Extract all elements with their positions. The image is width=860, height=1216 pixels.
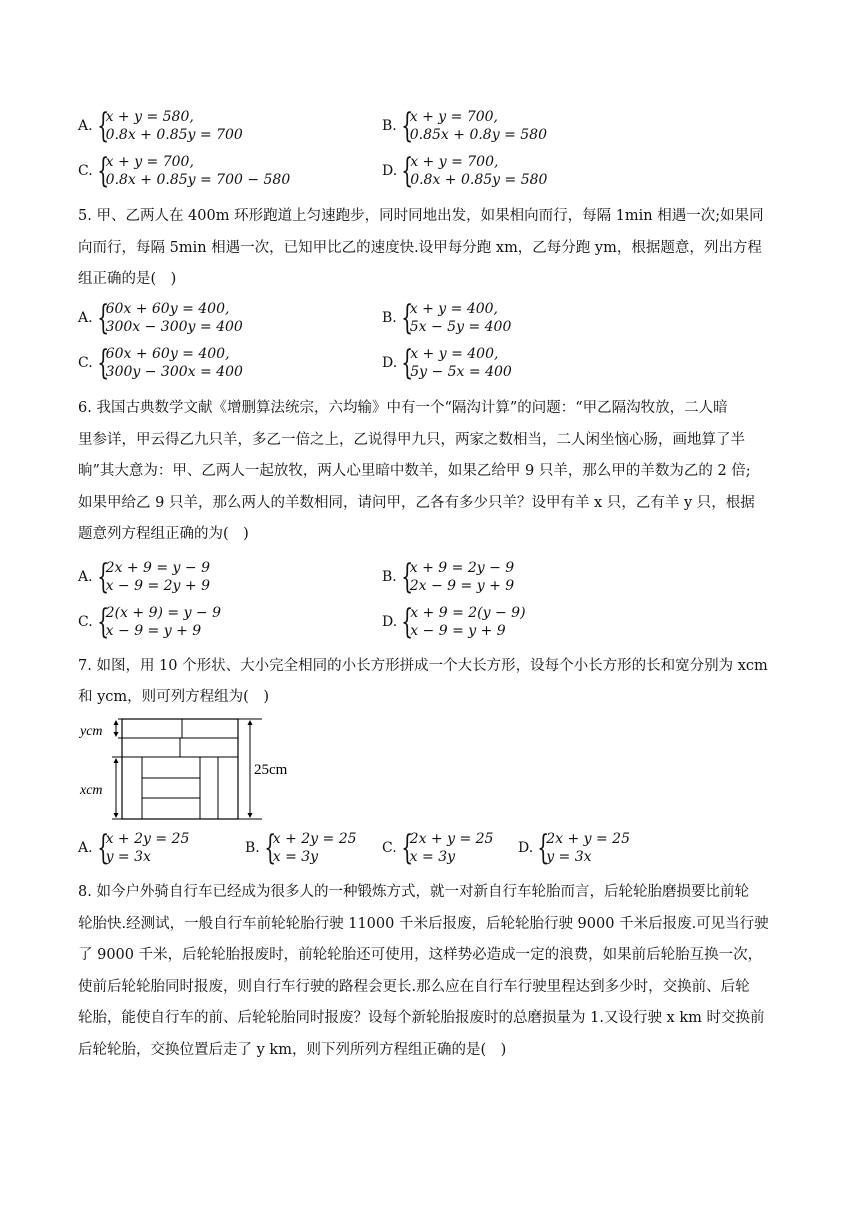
equation-2: x − 9 = y + 9 (410, 623, 506, 639)
equation-2: 0.85x + 0.8y = 580 (409, 127, 547, 143)
arrowhead (248, 813, 253, 818)
equation-2: x = 3y (409, 849, 456, 865)
q7-option-a[interactable] (78, 830, 189, 866)
equation-system (546, 830, 630, 866)
equation-1: x + y = 700, (409, 109, 498, 125)
q7-text-line: 7. 如图，用 10 个形状、大小完全相同的小长方形拼成一个大长方形，设每个小长方形的长和宽分别为 xcm (78, 658, 768, 674)
equation-1: 2x + y = 25 (409, 831, 494, 847)
equation-system (106, 300, 243, 336)
brace: { (96, 151, 109, 191)
brace: { (96, 106, 109, 146)
equation-2: x − 9 = 2y + 9 (105, 578, 210, 594)
brace: { (96, 602, 109, 642)
option-label: C. (78, 163, 93, 179)
equation-1: x + 2y = 25 (105, 831, 190, 847)
option-label: B. (382, 569, 397, 585)
option-label: A. (78, 840, 93, 856)
brace: { (96, 828, 109, 868)
option-label: D. (382, 355, 398, 371)
option-label: C. (78, 355, 93, 371)
equation-system (106, 604, 221, 640)
option-label: B. (382, 310, 397, 326)
equation-system (410, 830, 494, 866)
option-label: B. (245, 840, 260, 856)
equation-1: 2x + y = 25 (546, 831, 630, 847)
y-label: ycm (80, 724, 103, 739)
equation-1: x + y = 400, (409, 301, 498, 317)
arrowhead (114, 732, 119, 737)
brace: { (264, 828, 276, 868)
equation-2: x − 9 = y + 9 (105, 623, 202, 639)
equation-system (106, 830, 190, 866)
equation-system (410, 559, 514, 595)
option-label: D. (518, 840, 534, 856)
q4-option-a[interactable] (78, 108, 243, 144)
equation-1: x + y = 700, (105, 154, 194, 170)
equation-2: x = 3y (272, 849, 319, 865)
equation-system (410, 108, 547, 144)
height-label: 25cm (254, 762, 288, 778)
q6-text-line: 如果甲给乙 9 只羊，那么两人的羊数相同，请问甲，乙各有多少只羊？设甲有羊 x 只，乙有羊 y 只，根据 (78, 495, 755, 511)
option-label: B. (382, 118, 397, 134)
arrowhead (114, 813, 119, 818)
equation-2: 0.8x + 0.85y = 700 (105, 127, 243, 143)
q7-text-line: 和 ycm，则可列方程组为( ) (78, 689, 269, 705)
brace: { (96, 298, 109, 338)
option-label: D. (382, 163, 398, 179)
q6-option-d[interactable] (382, 604, 526, 640)
q4-option-d[interactable] (382, 153, 547, 189)
q4-option-c[interactable] (78, 153, 290, 189)
q8-text-line: 后轮轮胎，交换位置后走了 y km，则下列所列方程组正确的是( ) (78, 1042, 507, 1058)
rectangle-figure (78, 716, 298, 824)
q5-text-line: 组正确的是( ) (78, 271, 177, 287)
equation-1: x + y = 700, (410, 154, 499, 170)
option-label: A. (78, 310, 93, 326)
q7-option-b[interactable] (245, 830, 357, 866)
q6-option-a[interactable] (78, 559, 210, 595)
q6-text-line: 里参详，甲云得乙九只羊，多乙一倍之上，乙说得甲九只，两家之数相当，二人闲坐恼心肠，画地算了半 (78, 432, 745, 448)
brace: { (96, 343, 109, 383)
q5-text-line: 向而行，每隔 5min 相遇一次，已知甲比乙的速度快.设甲每分跑 xm，乙每分跑 ym，根据题意，列出方程 (78, 240, 762, 256)
brace: { (401, 106, 413, 146)
brace: { (96, 557, 109, 597)
q8-text-line: 了 9000 千米，后轮轮胎报废时，前轮轮胎还可使用，这样势必造成一定的浪费，如果前后轮胎互换一次， (78, 947, 763, 963)
arrowhead (114, 720, 119, 725)
equation-1: x + 9 = 2y − 9 (409, 560, 515, 576)
brace: { (400, 828, 413, 868)
equation-2: 5y − 5x = 400 (410, 364, 512, 380)
equation-2: y = 3x (546, 849, 592, 865)
option-label: C. (382, 840, 397, 856)
q6-option-b[interactable] (382, 559, 514, 595)
option-label: D. (382, 614, 398, 630)
arrowhead (248, 720, 253, 725)
option-label: C. (78, 614, 93, 630)
equation-system (273, 830, 357, 866)
equation-1: x + 2y = 25 (272, 831, 357, 847)
q6-text-line: 6. 我国古典数学文献《增删算法统宗，六均输》中有一个“隔沟计算”的问题：“甲乙隔沟牧放，二人暗 (78, 400, 728, 416)
brace: { (537, 828, 550, 868)
equation-2: 5x − 5y = 400 (409, 319, 512, 335)
equation-system (106, 345, 243, 381)
q8-text-line: 8. 如今户外骑自行车已经成为很多人的一种锻炼方式，就一对新自行车轮胎而言，后轮轮胎磨损要比前轮 (78, 884, 749, 900)
q8-text-line: 使前后轮轮胎同时报废，则自行车行驶的路程会更长.那么应在自行车行驶里程达到多少时，交换前、后轮 (78, 979, 750, 995)
equation-1: 60x + 60y = 400, (105, 301, 230, 317)
equation-1: 2(x + 9) = y − 9 (105, 605, 222, 621)
q6-text-line: 晌”其大意为：甲、乙两人一起放牧，两人心里暗中数羊，如果乙给甲 9 只羊，那么甲的羊数为乙的 2 倍; (78, 463, 751, 479)
equation-1: x + 9 = 2(y − 9) (410, 605, 526, 621)
equation-system (410, 300, 512, 336)
brace: { (401, 602, 414, 642)
q6-option-c[interactable] (78, 604, 221, 640)
q7-option-d[interactable] (518, 830, 630, 866)
equation-system (106, 108, 243, 144)
equation-system (410, 345, 512, 381)
q6-text-line: 题意列方程组正确的为( ) (78, 526, 249, 542)
arrowhead (114, 758, 119, 763)
option-label: A. (78, 569, 93, 585)
equation-2: 300y − 300x = 400 (105, 364, 243, 380)
equation-system (410, 153, 547, 189)
equation-2: 2x − 9 = y + 9 (409, 578, 515, 594)
q5-option-d[interactable] (382, 345, 512, 381)
equation-1: 2x + 9 = y − 9 (105, 560, 210, 576)
q5-option-a[interactable] (78, 300, 243, 336)
equation-2: 300x − 300y = 400 (105, 319, 243, 335)
equation-system (106, 559, 210, 595)
equation-1: 60x + 60y = 400, (105, 346, 230, 362)
q5-option-b[interactable] (382, 300, 511, 336)
q4-option-b[interactable] (382, 108, 547, 144)
brace: { (401, 298, 413, 338)
q5-text-line: 5. 甲、乙两人在 400m 环形跑道上匀速跑步，同时同地出发，如果相向而行，每隔 1min 相遇一次;如果同 (78, 208, 764, 224)
q8-text-line: 轮胎，能使自行车的前、后轮轮胎同时报废？设每个新轮胎报废时的总磨损量为 1.又设行驶 x km 时交换前 (78, 1010, 765, 1026)
big-rectangle (122, 719, 238, 819)
equation-system (106, 153, 291, 189)
equation-2: y = 3x (105, 849, 151, 865)
q7-option-c[interactable] (382, 830, 493, 866)
equation-1: x + y = 580, (105, 109, 194, 125)
brace: { (401, 151, 414, 191)
x-label: xcm (80, 783, 103, 798)
equation-2: 0.8x + 0.85y = 700 − 580 (105, 172, 291, 188)
q8-text-line: 轮胎快.经测试，一般自行车前轮轮胎行驶 11000 千米后报废，后轮轮胎行驶 9000 千米后报废.可见当行驶 (78, 916, 769, 932)
option-label: A. (78, 118, 93, 134)
equation-2: 0.8x + 0.85y = 580 (410, 172, 548, 188)
q5-option-c[interactable] (78, 345, 243, 381)
equation-system (410, 604, 525, 640)
brace: { (401, 343, 414, 383)
equation-1: x + y = 400, (410, 346, 499, 362)
brace: { (401, 557, 413, 597)
